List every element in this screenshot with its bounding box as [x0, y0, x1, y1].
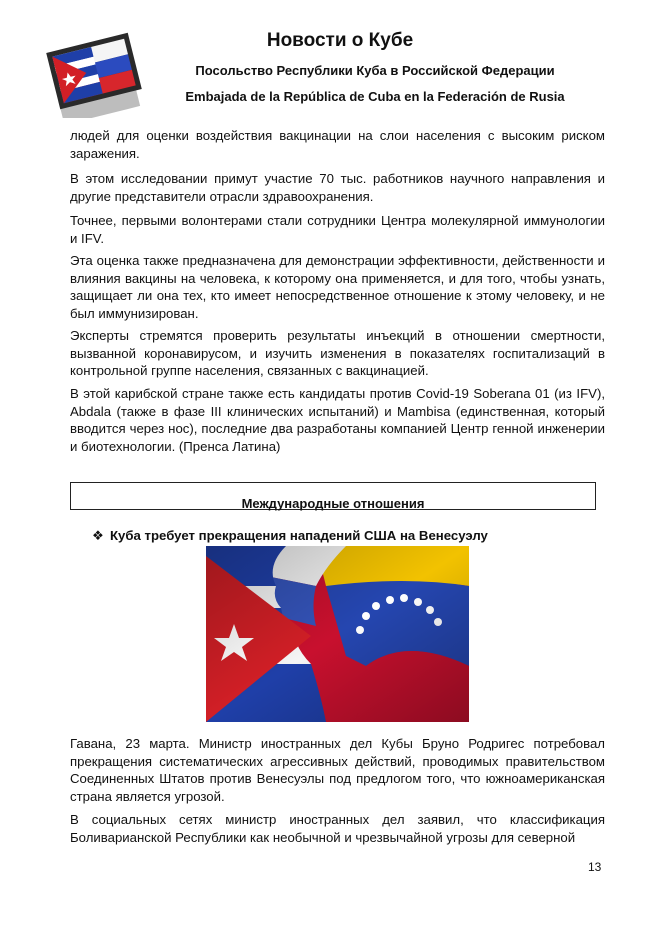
- logo-graphic: [46, 26, 146, 118]
- paragraph-text: В социальных сетях министр иностранных дел заявил, что классификация Боливарианской Республики как необычной и чрезвычайной угрозы для северной: [70, 812, 605, 845]
- paragraph-text: В этом исследовании примут участие 70 тыс. работников научного направления и другие представители отрасли здравоохранения.: [70, 171, 605, 204]
- cuba-venezuela-flags-image: [206, 546, 469, 722]
- article1-paragraph-3: [70, 212, 605, 247]
- paragraph-text: Точнее, первыми волонтерами стали сотрудники Центра молекулярной иммунологии и IFV.: [70, 213, 605, 246]
- paragraph-text: Эксперты стремятся проверить результаты инъекций в отношении смертности, вызванной коронавирусом, и изучить изменения в показателях госпитализаций в контрольной группе населения, связанных с вакцинацией.: [70, 328, 605, 379]
- page-number: 13: [588, 860, 602, 874]
- article1-paragraph-1: [70, 127, 605, 162]
- article2-headline-row: [92, 528, 488, 544]
- subtitle-russian: Посольство Республики Куба в Российской Федерации: [195, 63, 555, 78]
- subtitle-spanish: Embajada de la República de Cuba en la Federación de Rusia: [185, 89, 565, 104]
- article1-paragraph-6: [70, 385, 605, 455]
- diamond-bullet-icon: ❖: [92, 528, 104, 543]
- paragraph-text: Гавана, 23 марта. Министр иностранных дел Кубы Бруно Родригес потребовал прекращения систематических агрессивных действий, проводимых правительством Соединенных Штатов против Венесуэлы под предлогом того, что южноамериканская страна является угрозой.: [70, 736, 605, 804]
- page-title: Новости о Кубе: [266, 30, 414, 51]
- article1-paragraph-2: [70, 170, 605, 205]
- article2-paragraph-2: [70, 811, 605, 846]
- section-title: Международные отношения: [241, 496, 425, 511]
- article2-headline: Куба требует прекращения нападений США на Венесуэлу: [110, 528, 488, 543]
- paragraph-text: людей для оценки воздействия вакцинации на слои населения с высоким риском заражения.: [70, 128, 605, 161]
- flags-graphic: [206, 546, 469, 722]
- paragraph-text: Эта оценка также предназначена для демонстрации эффективности, действенности и влияния вакцины на человека, к которому она применяется, и для того, чтобы узнать, защищает ли она тех, кто имеет непосредственное отношение к этому человеку, и не был иммунизирован.: [70, 253, 605, 321]
- cuba-russia-flags-logo: [46, 26, 146, 118]
- section-header-box: [70, 482, 596, 510]
- article2-paragraph-1: [70, 735, 605, 805]
- article1-paragraph-4: [70, 252, 605, 322]
- article1-paragraph-5: [70, 327, 605, 380]
- paragraph-text: В этой карибской стране также есть кандидаты против Covid-19 Soberana 01 (из IFV), Abdala (также в фазе III клинических испытаний) и Mambisa (единственная, который вводится через нос), последние два разработаны компанией Центр генной инженерии и биотехнологии. (Пренса Латина): [70, 386, 605, 454]
